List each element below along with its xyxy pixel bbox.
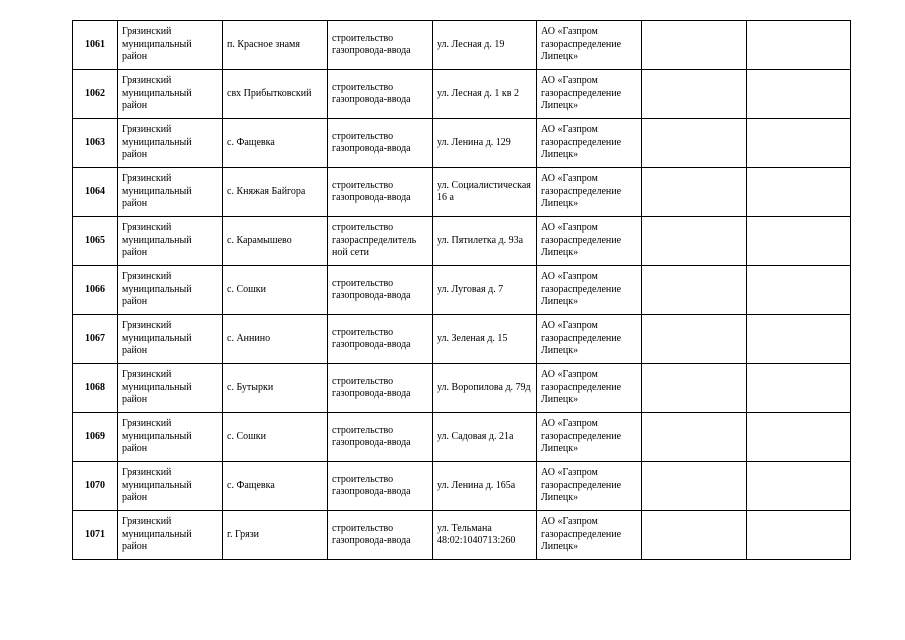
empty-cell [642,21,747,70]
work-type-cell: строительство газопровода-ввода [328,462,433,511]
table-row [73,70,851,119]
empty-cell [747,413,851,462]
address-cell: ул. Садовая д. 21а [433,413,537,462]
row-number: 1069 [73,413,118,462]
row-number: 1070 [73,462,118,511]
empty-cell [747,511,851,560]
table-body [73,21,851,560]
district-cell: Грязинский муниципальный район [118,511,223,560]
table-row [73,21,851,70]
owner-cell: АО «Газпром газораспределение Липецк» [537,511,642,560]
row-number: 1063 [73,119,118,168]
district-cell: Грязинский муниципальный район [118,364,223,413]
work-type-cell: строительство газопровода-ввода [328,266,433,315]
table-row [73,266,851,315]
work-type-cell: строительство газопровода-ввода [328,315,433,364]
empty-cell [642,217,747,266]
owner-cell: АО «Газпром газораспределение Липецк» [537,315,642,364]
address-cell: ул. Ленина д. 129 [433,119,537,168]
table-row [73,462,851,511]
table-row [73,217,851,266]
row-number: 1062 [73,70,118,119]
address-cell: ул. Ленина д. 165а [433,462,537,511]
settlement-cell: с. Аннино [223,315,328,364]
owner-cell: АО «Газпром газораспределение Липецк» [537,70,642,119]
table-row [73,119,851,168]
address-cell: ул. Воропилова д. 79д [433,364,537,413]
owner-cell: АО «Газпром газораспределение Липецк» [537,364,642,413]
table-row [73,413,851,462]
address-cell: ул. Зеленая д. 15 [433,315,537,364]
settlement-cell: с. Сошки [223,413,328,462]
table-row [73,168,851,217]
district-cell: Грязинский муниципальный район [118,119,223,168]
owner-cell: АО «Газпром газораспределение Липецк» [537,21,642,70]
work-type-cell: строительство газопровода-ввода [328,511,433,560]
address-cell: ул. Луговая д. 7 [433,266,537,315]
table-row [73,364,851,413]
settlement-cell: п. Красное знамя [223,21,328,70]
empty-cell [747,364,851,413]
district-cell: Грязинский муниципальный район [118,21,223,70]
owner-cell: АО «Газпром газораспределение Липецк» [537,119,642,168]
settlement-cell: с. Карамышево [223,217,328,266]
address-cell: ул. Тельмана 48:02:1040713:260 [433,511,537,560]
work-type-cell: строительство газораспределитель ной сети [328,217,433,266]
empty-cell [642,168,747,217]
row-number: 1067 [73,315,118,364]
settlement-cell: с. Бутырки [223,364,328,413]
empty-cell [747,266,851,315]
row-number: 1061 [73,21,118,70]
district-cell: Грязинский муниципальный район [118,266,223,315]
owner-cell: АО «Газпром газораспределение Липецк» [537,413,642,462]
district-cell: Грязинский муниципальный район [118,217,223,266]
settlement-cell: с. Фащевка [223,462,328,511]
empty-cell [747,217,851,266]
settlement-cell: с. Княжая Байгора [223,168,328,217]
empty-cell [747,21,851,70]
address-cell: ул. Лесная д. 1 кв 2 [433,70,537,119]
empty-cell [747,168,851,217]
district-cell: Грязинский муниципальный район [118,462,223,511]
work-type-cell: строительство газопровода-ввода [328,119,433,168]
work-type-cell: строительство газопровода-ввода [328,413,433,462]
empty-cell [642,364,747,413]
row-number: 1068 [73,364,118,413]
row-number: 1071 [73,511,118,560]
table-row [73,511,851,560]
work-type-cell: строительство газопровода-ввода [328,21,433,70]
empty-cell [747,119,851,168]
empty-cell [747,462,851,511]
settlement-cell: с. Сошки [223,266,328,315]
row-number: 1064 [73,168,118,217]
empty-cell [642,462,747,511]
address-cell: ул. Пятилетка д. 93а [433,217,537,266]
owner-cell: АО «Газпром газораспределение Липецк» [537,462,642,511]
work-type-cell: строительство газопровода-ввода [328,364,433,413]
settlement-cell: г. Грязи [223,511,328,560]
row-number: 1065 [73,217,118,266]
empty-cell [747,70,851,119]
district-cell: Грязинский муниципальный район [118,315,223,364]
empty-cell [642,119,747,168]
empty-cell [642,266,747,315]
district-cell: Грязинский муниципальный район [118,413,223,462]
owner-cell: АО «Газпром газораспределение Липецк» [537,266,642,315]
table-row [73,315,851,364]
row-number: 1066 [73,266,118,315]
gas-pipeline-registry-table [72,20,851,560]
work-type-cell: строительство газопровода-ввода [328,168,433,217]
settlement-cell: свх Прибытковский [223,70,328,119]
empty-cell [642,315,747,364]
empty-cell [642,511,747,560]
empty-cell [642,70,747,119]
address-cell: ул. Лесная д. 19 [433,21,537,70]
settlement-cell: с. Фащевка [223,119,328,168]
district-cell: Грязинский муниципальный район [118,70,223,119]
owner-cell: АО «Газпром газораспределение Липецк» [537,168,642,217]
empty-cell [642,413,747,462]
empty-cell [747,315,851,364]
district-cell: Грязинский муниципальный район [118,168,223,217]
owner-cell: АО «Газпром газораспределение Липецк» [537,217,642,266]
address-cell: ул. Социалистическая 16 а [433,168,537,217]
work-type-cell: строительство газопровода-ввода [328,70,433,119]
